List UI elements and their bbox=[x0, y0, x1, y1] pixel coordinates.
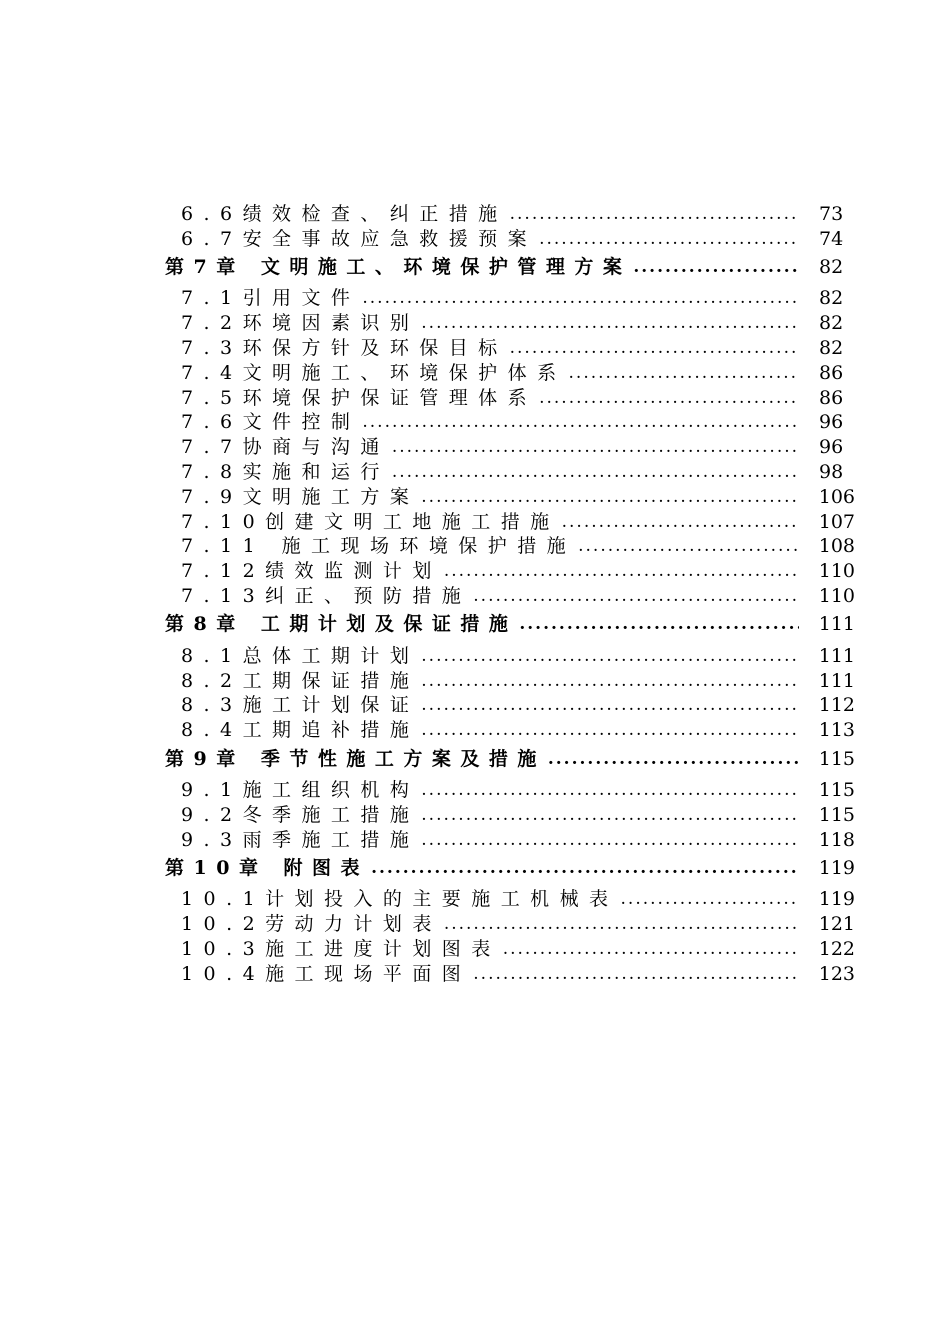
toc-entry-title: 第10章 附图表 bbox=[165, 857, 370, 880]
toc-page-number: 86 bbox=[819, 386, 844, 409]
toc-entry-title: 7.11 施工现场环境保护措施 bbox=[181, 535, 577, 558]
toc-entry-title: 7.10创建文明工地施工措施 bbox=[181, 510, 560, 533]
toc-entry-title: 7.6文件控制 bbox=[181, 411, 361, 434]
toc-section-entry[interactable] bbox=[165, 384, 855, 409]
toc-dot-leader bbox=[444, 560, 799, 582]
toc-dot-leader bbox=[539, 228, 799, 250]
toc-dot-leader bbox=[548, 748, 799, 770]
toc-section-entry[interactable] bbox=[165, 334, 855, 359]
toc-dot-leader bbox=[510, 203, 799, 225]
toc-entry-title: 6.6绩效检查、纠正措施 bbox=[181, 202, 508, 225]
toc-page-number: 119 bbox=[818, 857, 855, 880]
toc-page-number: 122 bbox=[818, 937, 855, 960]
toc-dot-leader bbox=[510, 337, 799, 359]
toc-page-number: 111 bbox=[818, 669, 855, 692]
toc-dot-leader bbox=[569, 362, 799, 384]
toc-entry-title: 8.1总体工期计划 bbox=[181, 644, 420, 667]
toc-section-entry[interactable] bbox=[165, 692, 855, 717]
toc-dot-leader bbox=[371, 857, 799, 879]
toc-dot-leader bbox=[421, 645, 798, 667]
toc-section-entry[interactable] bbox=[165, 776, 855, 801]
toc-section-entry[interactable] bbox=[165, 582, 855, 607]
toc-entry-title: 8.2工期保证措施 bbox=[181, 669, 420, 692]
toc-entry-title: 9.3雨季施工措施 bbox=[181, 828, 420, 851]
toc-chapter-entry[interactable] bbox=[165, 741, 855, 776]
toc-dot-leader bbox=[421, 829, 798, 851]
toc-page-number: 107 bbox=[818, 510, 855, 533]
toc-page-number: 115 bbox=[818, 778, 855, 801]
toc-page-number: 74 bbox=[819, 227, 844, 250]
toc-dot-leader bbox=[473, 585, 798, 607]
toc-page-number: 111 bbox=[818, 613, 855, 636]
toc-page-number: 82 bbox=[819, 287, 844, 310]
toc-page-number: 98 bbox=[819, 460, 844, 483]
toc-page-number: 113 bbox=[818, 719, 855, 742]
toc-page-number: 115 bbox=[818, 803, 855, 826]
toc-page-number: 115 bbox=[818, 747, 855, 770]
toc-dot-leader bbox=[421, 312, 799, 334]
toc-section-entry[interactable] bbox=[165, 935, 855, 960]
toc-page-number: 82 bbox=[819, 256, 844, 279]
toc-section-entry[interactable] bbox=[165, 557, 855, 582]
toc-entry-title: 第8章 工期计划及保证措施 bbox=[165, 613, 518, 636]
toc-page-number: 118 bbox=[818, 828, 855, 851]
toc-entry-title: 7.8实施和运行 bbox=[181, 460, 390, 483]
toc-dot-leader bbox=[519, 613, 798, 635]
toc-entry-title: 7.12绩效监测计划 bbox=[181, 560, 442, 583]
toc-entry-title: 7.3环保方针及环保目标 bbox=[181, 336, 508, 359]
table-of-contents bbox=[165, 200, 855, 985]
toc-dot-leader bbox=[421, 719, 798, 741]
toc-section-entry[interactable] bbox=[165, 801, 855, 826]
toc-section-entry[interactable] bbox=[165, 960, 855, 985]
toc-dot-leader bbox=[421, 486, 798, 508]
toc-page-number: 123 bbox=[818, 962, 855, 985]
toc-entry-title: 10.4施工现场平面图 bbox=[181, 962, 472, 985]
toc-section-entry[interactable] bbox=[165, 359, 855, 384]
toc-section-entry[interactable] bbox=[165, 642, 855, 667]
toc-section-entry[interactable] bbox=[165, 826, 855, 851]
toc-page-number: 110 bbox=[818, 560, 855, 583]
toc-section-entry[interactable] bbox=[165, 910, 855, 935]
toc-entry-title: 第7章 文明施工、环境保护管理方案 bbox=[165, 256, 632, 279]
toc-entry-title: 第9章 季节性施工方案及措施 bbox=[165, 747, 546, 770]
toc-section-entry[interactable] bbox=[165, 200, 855, 225]
toc-page-number: 121 bbox=[818, 913, 855, 936]
toc-dot-leader bbox=[392, 461, 799, 483]
toc-dot-leader bbox=[578, 535, 799, 557]
toc-entry-title: 9.2冬季施工措施 bbox=[181, 803, 420, 826]
toc-page-number: 82 bbox=[819, 312, 844, 335]
toc-entry-title: 7.9文明施工方案 bbox=[181, 485, 420, 508]
toc-chapter-entry[interactable] bbox=[165, 250, 855, 285]
toc-dot-leader bbox=[562, 511, 799, 533]
toc-entry-title: 10.2劳动力计划表 bbox=[181, 913, 442, 936]
toc-page-number: 112 bbox=[818, 694, 855, 717]
toc-dot-leader bbox=[473, 963, 798, 985]
toc-section-entry[interactable] bbox=[165, 285, 855, 310]
toc-section-entry[interactable] bbox=[165, 409, 855, 434]
toc-dot-leader bbox=[621, 888, 799, 910]
toc-dot-leader bbox=[539, 387, 799, 409]
toc-entry-title: 7.4文明施工、环境保护体系 bbox=[181, 361, 567, 384]
toc-dot-leader bbox=[444, 913, 799, 935]
toc-entry-title: 6.7安全事故应急救援预案 bbox=[181, 227, 538, 250]
toc-section-entry[interactable] bbox=[165, 309, 855, 334]
toc-section-entry[interactable] bbox=[165, 533, 855, 558]
toc-entry-title: 8.4工期追补措施 bbox=[181, 719, 420, 742]
toc-dot-leader bbox=[421, 804, 798, 826]
toc-page-number: 96 bbox=[819, 411, 844, 434]
toc-section-entry[interactable] bbox=[165, 508, 855, 533]
toc-section-entry[interactable] bbox=[165, 667, 855, 692]
toc-page-number: 111 bbox=[818, 644, 855, 667]
toc-dot-leader bbox=[503, 938, 799, 960]
toc-entry-title: 10.1计划投入的主要施工机械表 bbox=[181, 888, 619, 911]
toc-section-entry[interactable] bbox=[165, 433, 855, 458]
toc-dot-leader bbox=[633, 256, 799, 278]
toc-entry-title: 7.2环境因素识别 bbox=[181, 312, 420, 335]
toc-page-number: 106 bbox=[818, 485, 855, 508]
toc-section-entry[interactable] bbox=[165, 225, 855, 250]
toc-entry-title: 9.1施工组织机构 bbox=[181, 778, 420, 801]
toc-entry-title: 8.3施工计划保证 bbox=[181, 694, 420, 717]
toc-page-number: 73 bbox=[819, 202, 844, 225]
toc-chapter-entry[interactable] bbox=[165, 607, 855, 642]
toc-section-entry[interactable] bbox=[165, 716, 855, 741]
toc-chapter-entry[interactable] bbox=[165, 851, 855, 886]
toc-entry-title: 7.7协商与沟通 bbox=[181, 436, 390, 459]
toc-dot-leader bbox=[362, 411, 799, 433]
toc-page-number: 108 bbox=[818, 535, 855, 558]
toc-page-number: 96 bbox=[819, 436, 844, 459]
toc-dot-leader bbox=[362, 287, 799, 309]
toc-entry-title: 10.3施工进度计划图表 bbox=[181, 937, 501, 960]
toc-section-entry[interactable] bbox=[165, 886, 855, 911]
toc-entry-title: 7.5环境保护保证管理体系 bbox=[181, 386, 538, 409]
toc-dot-leader bbox=[392, 436, 799, 458]
toc-dot-leader bbox=[421, 694, 798, 716]
toc-entry-title: 7.1引用文件 bbox=[181, 287, 361, 310]
toc-section-entry[interactable] bbox=[165, 458, 855, 483]
toc-page-number: 110 bbox=[818, 584, 855, 607]
toc-page-number: 86 bbox=[819, 361, 844, 384]
toc-dot-leader bbox=[421, 779, 798, 801]
toc-section-entry[interactable] bbox=[165, 483, 855, 508]
toc-page-number: 82 bbox=[819, 336, 844, 359]
toc-entry-title: 7.13纠正、预防措施 bbox=[181, 584, 472, 607]
toc-page-number: 119 bbox=[818, 888, 855, 911]
toc-dot-leader bbox=[421, 670, 798, 692]
